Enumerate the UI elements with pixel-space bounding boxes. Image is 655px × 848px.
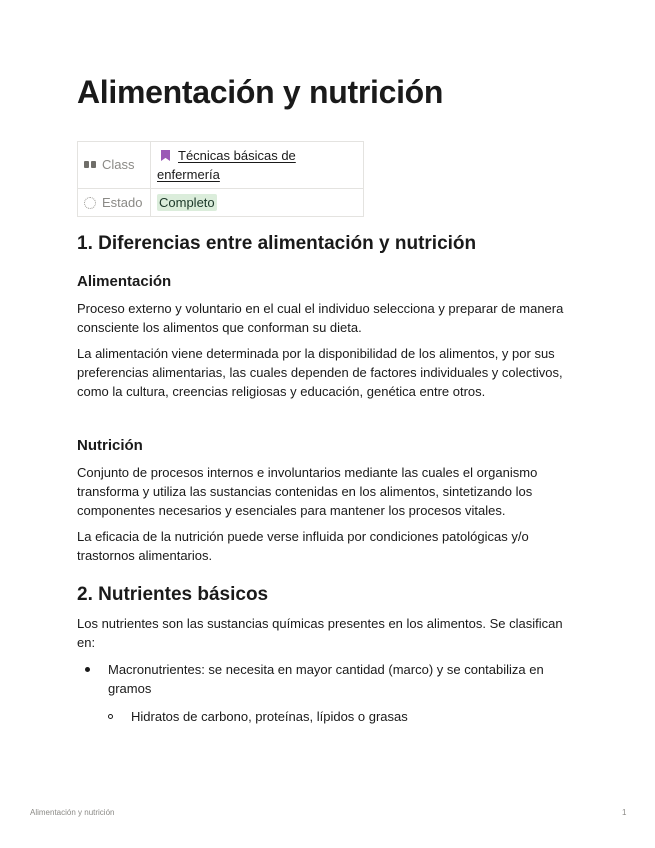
class-link[interactable]: Técnicas básicas de	[178, 148, 296, 163]
list-item	[85, 660, 565, 700]
paragraph: Proceso externo y voluntario en el cual el individuo selecciona y preparar de manera consciente los alimentos que conforman su dieta.	[77, 301, 564, 335]
status-badge: Completo	[159, 195, 215, 210]
properties-table	[77, 141, 364, 217]
section-heading-2: 2. Nutrientes básicos	[77, 584, 269, 605]
paragraph: La eficacia de la nutrición puede verse influida por condiciones patológicas y/o trastornos alimentarios.	[77, 529, 529, 563]
class-link-continued[interactable]: enfermería	[157, 167, 220, 182]
property-row-estado	[78, 189, 364, 217]
page-title: Alimentación y nutrición	[77, 74, 444, 110]
footer-title: Alimentación y nutrición	[30, 808, 115, 817]
paragraph: La alimentación viene determinada por la disponibilidad de los alimentos, y por sus preferencias alimentarias, las cuales dependen de factores individuales y colectivos, como la cultura, creencias religiosas y educación, genética entre otros.	[77, 346, 563, 399]
sub-list-item	[108, 707, 568, 727]
page-number: 1	[622, 808, 627, 817]
bookmark-icon	[161, 150, 170, 161]
sub-list-item-text: Hidratos de carbono, proteínas, lípidos o grasas	[131, 709, 408, 724]
property-key-estado: Estado	[102, 195, 143, 210]
bullet-dot	[85, 667, 90, 672]
property-row-class	[78, 142, 364, 189]
list-item-text: Macronutrientes: se necesita en mayor cantidad (marco) y se contabiliza en gramos	[108, 662, 544, 696]
spinner-icon	[84, 197, 96, 209]
subsection-heading-alimentacion: Alimentación	[77, 273, 172, 290]
paragraph: Conjunto de procesos internos e involuntarios mediante las cuales el organismo transforma y utiliza las sustancias contenidas en los alimentos, sintetizando los componentes necesarios y esenciales para mantener los procesos vitales.	[77, 465, 538, 518]
subsection-heading-nutricion: Nutrición	[77, 437, 143, 454]
bullet-circle	[108, 714, 113, 719]
paragraph: Los nutrientes son las sustancias químicas presentes en los alimentos. Se clasifican en:	[77, 616, 563, 650]
section-heading-1: 1. Diferencias entre alimentación y nutrición	[77, 233, 477, 254]
property-key-class: Class	[102, 157, 135, 172]
book-icon	[84, 160, 96, 169]
